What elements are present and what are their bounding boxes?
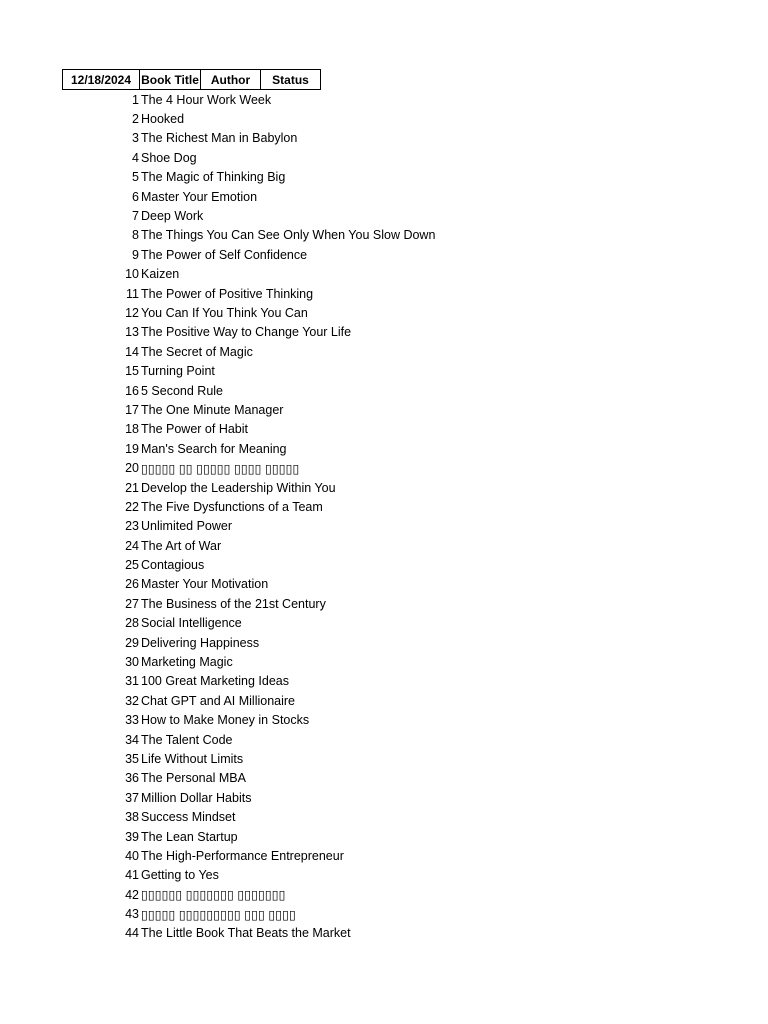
book-title-cell[interactable]: The Magic of Thinking Big — [141, 170, 286, 185]
table-row — [62, 555, 435, 574]
book-title-cell[interactable]: How to Make Money in Stocks — [141, 713, 310, 728]
book-title-cell[interactable]: 5 Second Rule — [141, 383, 224, 398]
row-number-cell[interactable]: 20 — [125, 461, 139, 476]
table-row — [62, 497, 435, 516]
row-number-cell[interactable]: 35 — [125, 751, 139, 766]
table-row — [62, 614, 435, 633]
book-title-cell[interactable]: The Secret of Magic — [141, 344, 253, 359]
table-row — [62, 90, 435, 109]
book-title-cell[interactable]: Deep Work — [141, 209, 204, 224]
row-number-cell[interactable]: 38 — [125, 810, 139, 825]
table-row — [62, 342, 435, 361]
table-row — [62, 361, 435, 380]
row-number-cell[interactable]: 10 — [125, 267, 139, 282]
row-number-cell[interactable]: 23 — [125, 519, 139, 534]
row-number-cell[interactable]: 22 — [125, 499, 139, 514]
book-title-cell[interactable]: Master Your Motivation — [141, 577, 269, 592]
row-number-cell[interactable]: 44 — [125, 926, 139, 941]
header-status-cell[interactable]: Status — [261, 69, 321, 90]
header-book-title-cell[interactable]: Book Title — [140, 69, 201, 90]
book-title-cell[interactable]: ▯▯▯▯▯ ▯▯▯▯▯▯▯▯▯ ▯▯▯ ▯▯▯▯ — [141, 907, 296, 922]
book-title-cell[interactable]: Social Intelligence — [141, 616, 242, 631]
row-number-cell[interactable]: 2 — [132, 112, 139, 127]
book-title-cell[interactable]: Contagious — [141, 558, 205, 573]
table-row — [62, 168, 435, 187]
row-number-cell[interactable]: 21 — [125, 480, 139, 495]
table-row — [62, 458, 435, 477]
book-list — [62, 90, 435, 943]
table-row — [62, 303, 435, 322]
book-title-cell[interactable]: The Richest Man in Babylon — [141, 131, 298, 146]
table-row — [62, 536, 435, 555]
table-row — [62, 749, 435, 768]
row-number-cell[interactable]: 11 — [126, 286, 139, 301]
table-row — [62, 807, 435, 826]
table-row — [62, 730, 435, 749]
row-number-cell[interactable]: 32 — [125, 693, 139, 708]
table-row — [62, 226, 435, 245]
book-title-cell[interactable]: Life Without Limits — [141, 751, 244, 766]
table-row — [62, 245, 435, 264]
row-number-cell[interactable]: 3 — [132, 131, 139, 146]
row-number-cell[interactable]: 7 — [132, 209, 139, 224]
table-row — [62, 633, 435, 652]
table-row — [62, 788, 435, 807]
row-number-cell[interactable]: 14 — [125, 344, 139, 359]
book-title-cell[interactable]: The Lean Startup — [141, 829, 238, 844]
book-title-cell[interactable]: ▯▯▯▯▯▯ ▯▯▯▯▯▯▯ ▯▯▯▯▯▯▯ — [141, 888, 286, 903]
header-date-cell[interactable]: 12/18/2024 — [62, 69, 140, 90]
table-row — [62, 711, 435, 730]
book-title-cell[interactable]: Shoe Dog — [141, 150, 197, 165]
table-row — [62, 129, 435, 148]
row-number-cell[interactable]: 5 — [132, 170, 139, 185]
table-row — [62, 691, 435, 710]
table-row — [62, 148, 435, 167]
book-title-cell[interactable]: Man's Search for Meaning — [141, 441, 287, 456]
table-row — [62, 381, 435, 400]
book-title-cell[interactable]: The High-Performance Entrepreneur — [141, 848, 344, 863]
book-title-cell[interactable]: The 4 Hour Work Week — [141, 92, 272, 107]
header-row — [62, 69, 321, 89]
table-row — [62, 478, 435, 497]
table-row — [62, 827, 435, 846]
row-number-cell[interactable]: 15 — [125, 364, 139, 379]
row-number-cell[interactable]: 36 — [125, 771, 139, 786]
book-title-cell[interactable]: The Little Book That Beats the Market — [141, 926, 351, 941]
row-number-cell[interactable]: 37 — [125, 790, 139, 805]
row-number-cell[interactable]: 41 — [125, 868, 139, 883]
table-row — [62, 924, 435, 943]
row-number-cell[interactable]: 33 — [125, 713, 139, 728]
row-number-cell[interactable]: 28 — [125, 616, 139, 631]
table-row — [62, 323, 435, 342]
book-title-cell[interactable]: Master Your Emotion — [141, 189, 258, 204]
table-row — [62, 846, 435, 865]
row-number-cell[interactable]: 8 — [132, 228, 139, 243]
book-title-cell[interactable]: Marketing Magic — [141, 655, 233, 670]
book-title-cell[interactable]: Unlimited Power — [141, 519, 233, 534]
row-number-cell[interactable]: 25 — [125, 558, 139, 573]
row-number-cell[interactable]: 26 — [125, 577, 139, 592]
book-title-cell[interactable]: Chat GPT and AI Millionaire — [141, 693, 296, 708]
book-title-cell[interactable]: The Power of Positive Thinking — [141, 286, 314, 301]
book-title-cell[interactable]: You Can If You Think You Can — [141, 305, 308, 320]
row-number-cell[interactable]: 18 — [125, 422, 139, 437]
table-row — [62, 284, 435, 303]
row-number-cell[interactable]: 17 — [125, 402, 139, 417]
book-title-cell[interactable]: Kaizen — [141, 267, 180, 282]
row-number-cell[interactable]: 13 — [125, 325, 139, 340]
row-number-cell[interactable]: 9 — [132, 247, 139, 262]
table-row — [62, 575, 435, 594]
row-number-cell[interactable]: 34 — [125, 732, 139, 747]
book-title-cell[interactable]: The Art of War — [141, 538, 222, 553]
table-row — [62, 652, 435, 671]
book-title-cell[interactable]: 100 Great Marketing Ideas — [141, 674, 289, 689]
book-title-cell[interactable]: Develop the Leadership Within You — [141, 480, 336, 495]
table-row — [62, 904, 435, 923]
book-title-cell[interactable]: Million Dollar Habits — [141, 790, 252, 805]
book-title-cell[interactable]: The Things You Can See Only When You Slow Down — [141, 228, 436, 243]
row-number-cell[interactable]: 1 — [132, 92, 139, 107]
row-number-cell[interactable]: 43 — [125, 907, 139, 922]
table-row — [62, 109, 435, 128]
row-number-cell[interactable]: 27 — [125, 596, 139, 611]
header-author-cell[interactable]: Author — [201, 69, 261, 90]
row-number-cell[interactable]: 24 — [125, 538, 139, 553]
table-row — [62, 594, 435, 613]
book-title-cell[interactable]: Getting to Yes — [141, 868, 219, 883]
row-number-cell[interactable]: 31 — [125, 674, 139, 689]
table-row — [62, 400, 435, 419]
book-title-cell[interactable]: The Positive Way to Change Your Life — [141, 325, 352, 340]
table-row — [62, 769, 435, 788]
row-number-cell[interactable]: 4 — [132, 150, 139, 165]
row-number-cell[interactable]: 42 — [125, 887, 139, 902]
table-row — [62, 439, 435, 458]
table-row — [62, 517, 435, 536]
row-number-cell[interactable]: 6 — [132, 189, 139, 204]
book-title-cell[interactable]: Delivering Happiness — [141, 635, 260, 650]
book-title-cell[interactable]: The Talent Code — [141, 732, 233, 747]
book-title-cell[interactable]: The Five Dysfunctions of a Team — [141, 499, 323, 514]
row-number-cell[interactable]: 29 — [125, 635, 139, 650]
book-title-cell[interactable]: The One Minute Manager — [141, 402, 284, 417]
book-title-cell[interactable]: The Business of the 21st Century — [141, 596, 326, 611]
book-title-cell[interactable]: Hooked — [141, 112, 185, 127]
book-title-cell[interactable]: Turning Point — [141, 364, 215, 379]
book-title-cell[interactable]: ▯▯▯▯▯ ▯▯ ▯▯▯▯▯ ▯▯▯▯ ▯▯▯▯▯ — [141, 461, 300, 476]
table-row — [62, 187, 435, 206]
table-row — [62, 866, 435, 885]
table-row — [62, 672, 435, 691]
row-number-cell[interactable]: 16 — [125, 383, 139, 398]
row-number-cell[interactable]: 30 — [125, 655, 139, 670]
book-title-cell[interactable]: Success Mindset — [141, 810, 236, 825]
table-row — [62, 885, 435, 904]
row-number-cell[interactable]: 12 — [125, 305, 139, 320]
row-number-cell[interactable]: 40 — [125, 848, 139, 863]
book-title-cell[interactable]: The Power of Habit — [141, 422, 248, 437]
table-row — [62, 206, 435, 225]
row-number-cell[interactable]: 39 — [125, 829, 139, 844]
table-row — [62, 265, 435, 284]
book-title-cell[interactable]: The Personal MBA — [141, 771, 246, 786]
row-number-cell[interactable]: 19 — [125, 441, 139, 456]
table-row — [62, 420, 435, 439]
book-title-cell[interactable]: The Power of Self Confidence — [141, 247, 308, 262]
spreadsheet — [62, 69, 436, 941]
